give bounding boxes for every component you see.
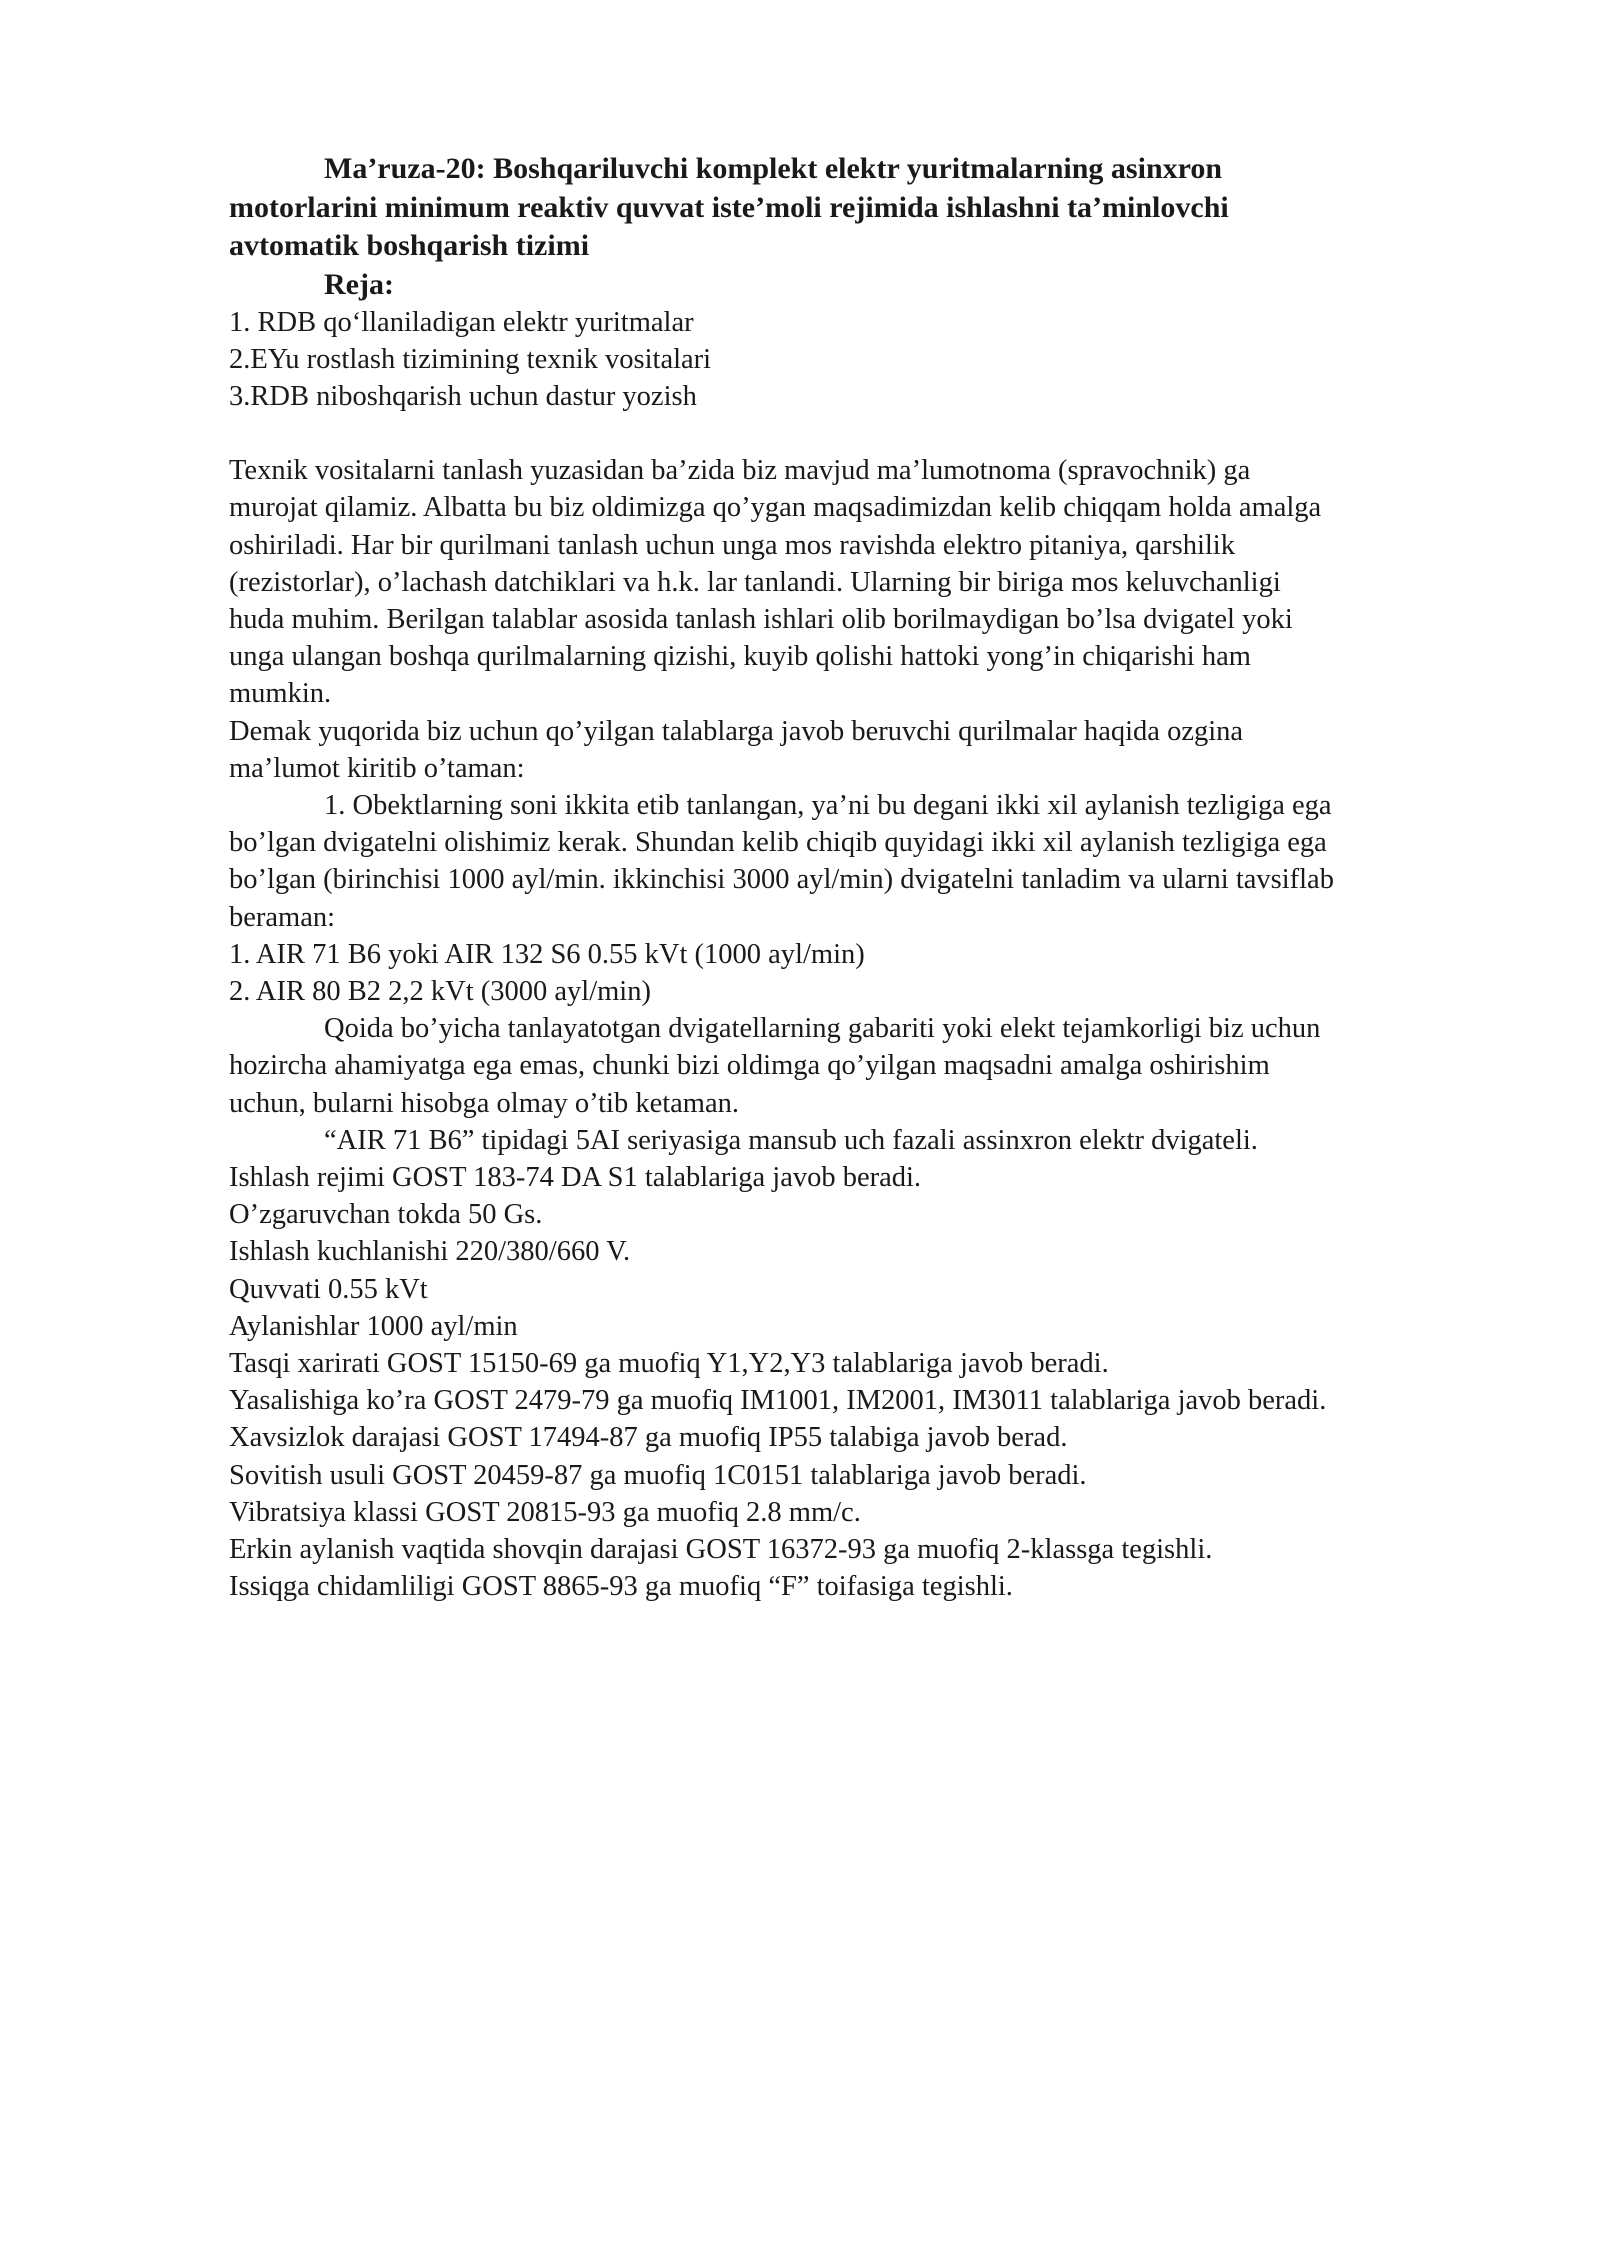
motor-list (229, 936, 1519, 1010)
text-line: uchun, bularni hisobga olmay o’tib ketaman. (229, 1087, 739, 1119)
demak-paragraph (229, 713, 1519, 787)
title-line: Ma’ruza-20: Boshqariluvchi komplekt elektr yuritmalarning asinxron (324, 152, 1223, 185)
text-line: Qoida bo’yicha tanlayatotgan dvigatellarning gabariti yoki elekt tejamkorligi biz uchun (324, 1013, 1321, 1045)
specs-section (229, 1122, 1519, 1606)
text-line: ma’lumot kiritib o’taman: (229, 752, 525, 784)
text-line: Demak yuqorida biz uchun qo’yilgan talablarga javob beruvchi qurilmalar haqida ozgina (229, 715, 1244, 747)
intro-paragraph (229, 452, 1519, 712)
plan-heading: Reja: (324, 267, 394, 301)
text-line: Texnik vositalarni tanlash yuzasidan ba’zida biz mavjud ma’lumotnoma (spravochnik) ga (229, 455, 1251, 487)
spec-line: Xavsizlok darajasi GOST 17494-87 ga muofiq IP55 talabiga javob berad. (229, 1422, 1068, 1454)
text-line: huda muhim. Berilgan talablar asosida tanlash ishlari olib borilmaydigan bo’lsa dvigatel yoki (229, 603, 1293, 635)
spec-line: Issiqga chidamliligi GOST 8865-93 ga muofiq “F” toifasiga tegishli. (229, 1571, 1013, 1603)
spec-line: Vibratsiya klassi GOST 20815-93 ga muofiq 2.8 mm/c. (229, 1496, 861, 1528)
text-line: oshiriladi. Har bir qurilmani tanlash uchun unga mos ravishda elektro pitaniya, qarshilik (229, 529, 1235, 561)
plan-item: 1. RDB qo‘llaniladigan elektr yuritmalar (229, 306, 694, 338)
plan-list (229, 304, 1519, 416)
objects-paragraph (229, 787, 1519, 936)
lecture-title (229, 150, 1519, 266)
text-line: unga ulangan boshqa qurilmalarning qizishi, kuyib qolishi hattoki yong’in chiqarishi ham (229, 641, 1251, 673)
plan-item: 3.RDB niboshqarish uchun dastur yozish (229, 380, 697, 412)
spec-line: Ishlash kuchlanishi 220/380/660 V. (229, 1236, 631, 1268)
spec-line: Sovitish usuli GOST 20459-87 ga muofiq 1C0151 talablariga javob beradi. (229, 1459, 1087, 1491)
spec-line: O’zgaruvchan tokda 50 Gs. (229, 1199, 543, 1231)
title-line: motorlarini minimum reaktiv quvvat iste’moli rejimida ishlashni ta’minlovchi (229, 190, 1229, 224)
motor-item: 1. AIR 71 B6 yoki AIR 132 S6 0.55 kVt (1000 ayl/min) (229, 938, 865, 970)
spec-line: Yasalishiga ko’ra GOST 2479-79 ga muofiq IM1001, IM2001, IM3011 talablariga javob beradi. (229, 1385, 1327, 1417)
text-line: (rezistorlar), o’lachash datchiklari va h.k. lar tanlandi. Ularning bir biriga mos keluvchanligi (229, 566, 1281, 598)
text-line: beraman: (229, 901, 336, 933)
text-line: murojat qilamiz. Albatta bu biz oldimizga qo’ygan maqsadimizdan kelib chiqqam holda amalga (229, 492, 1322, 524)
text-line: bo’lgan (birinchisi 1000 ayl/min. ikkinchisi 3000 ayl/min) dvigatelni tanladim va ularni tavsiflab (229, 864, 1334, 896)
spec-line: Ishlash rejimi GOST 183-74 DA S1 talablariga javob beradi. (229, 1161, 922, 1193)
spacer (229, 415, 1519, 452)
specs-intro: “AIR 71 B6” tipidagi 5AI seriyasiga mansub uch fazali assinxron elektr dvigateli. (324, 1124, 1258, 1156)
text-line: hozircha ahamiyatga ega emas, chunki bizi oldimga qo’yilgan maqsadni amalga oshirishim (229, 1050, 1270, 1082)
rule-paragraph (229, 1010, 1519, 1122)
spec-line: Tasqi xarirati GOST 15150-69 ga muofiq Y1,Y2,Y3 talablariga javob beradi. (229, 1347, 1109, 1379)
text-line: 1. Obektlarning soni ikkita etib tanlangan, ya’ni bu degani ikki xil aylanish tezligiga ega (324, 789, 1332, 821)
text-line: mumkin. (229, 678, 332, 710)
motor-item: 2. AIR 80 B2 2,2 kVt (3000 ayl/min) (229, 975, 651, 1007)
spec-line: Erkin aylanish vaqtida shovqin darajasi GOST 16372-93 ga muofiq 2-klassga tegishli. (229, 1534, 1213, 1565)
title-line: avtomatik boshqarish tizimi (229, 229, 590, 262)
spec-line: Quvvati 0.55 kVt (229, 1273, 428, 1305)
document-page (229, 150, 1519, 1605)
text-line: bo’lgan dvigatelni olishimiz kerak. Shundan kelib chiqib quyidagi ikki xil aylanish tezligiga ega (229, 827, 1327, 859)
plan-item: 2.EYu rostlash tizimining texnik vositalari (229, 343, 712, 375)
spec-line: Aylanishlar 1000 ayl/min (229, 1310, 518, 1342)
